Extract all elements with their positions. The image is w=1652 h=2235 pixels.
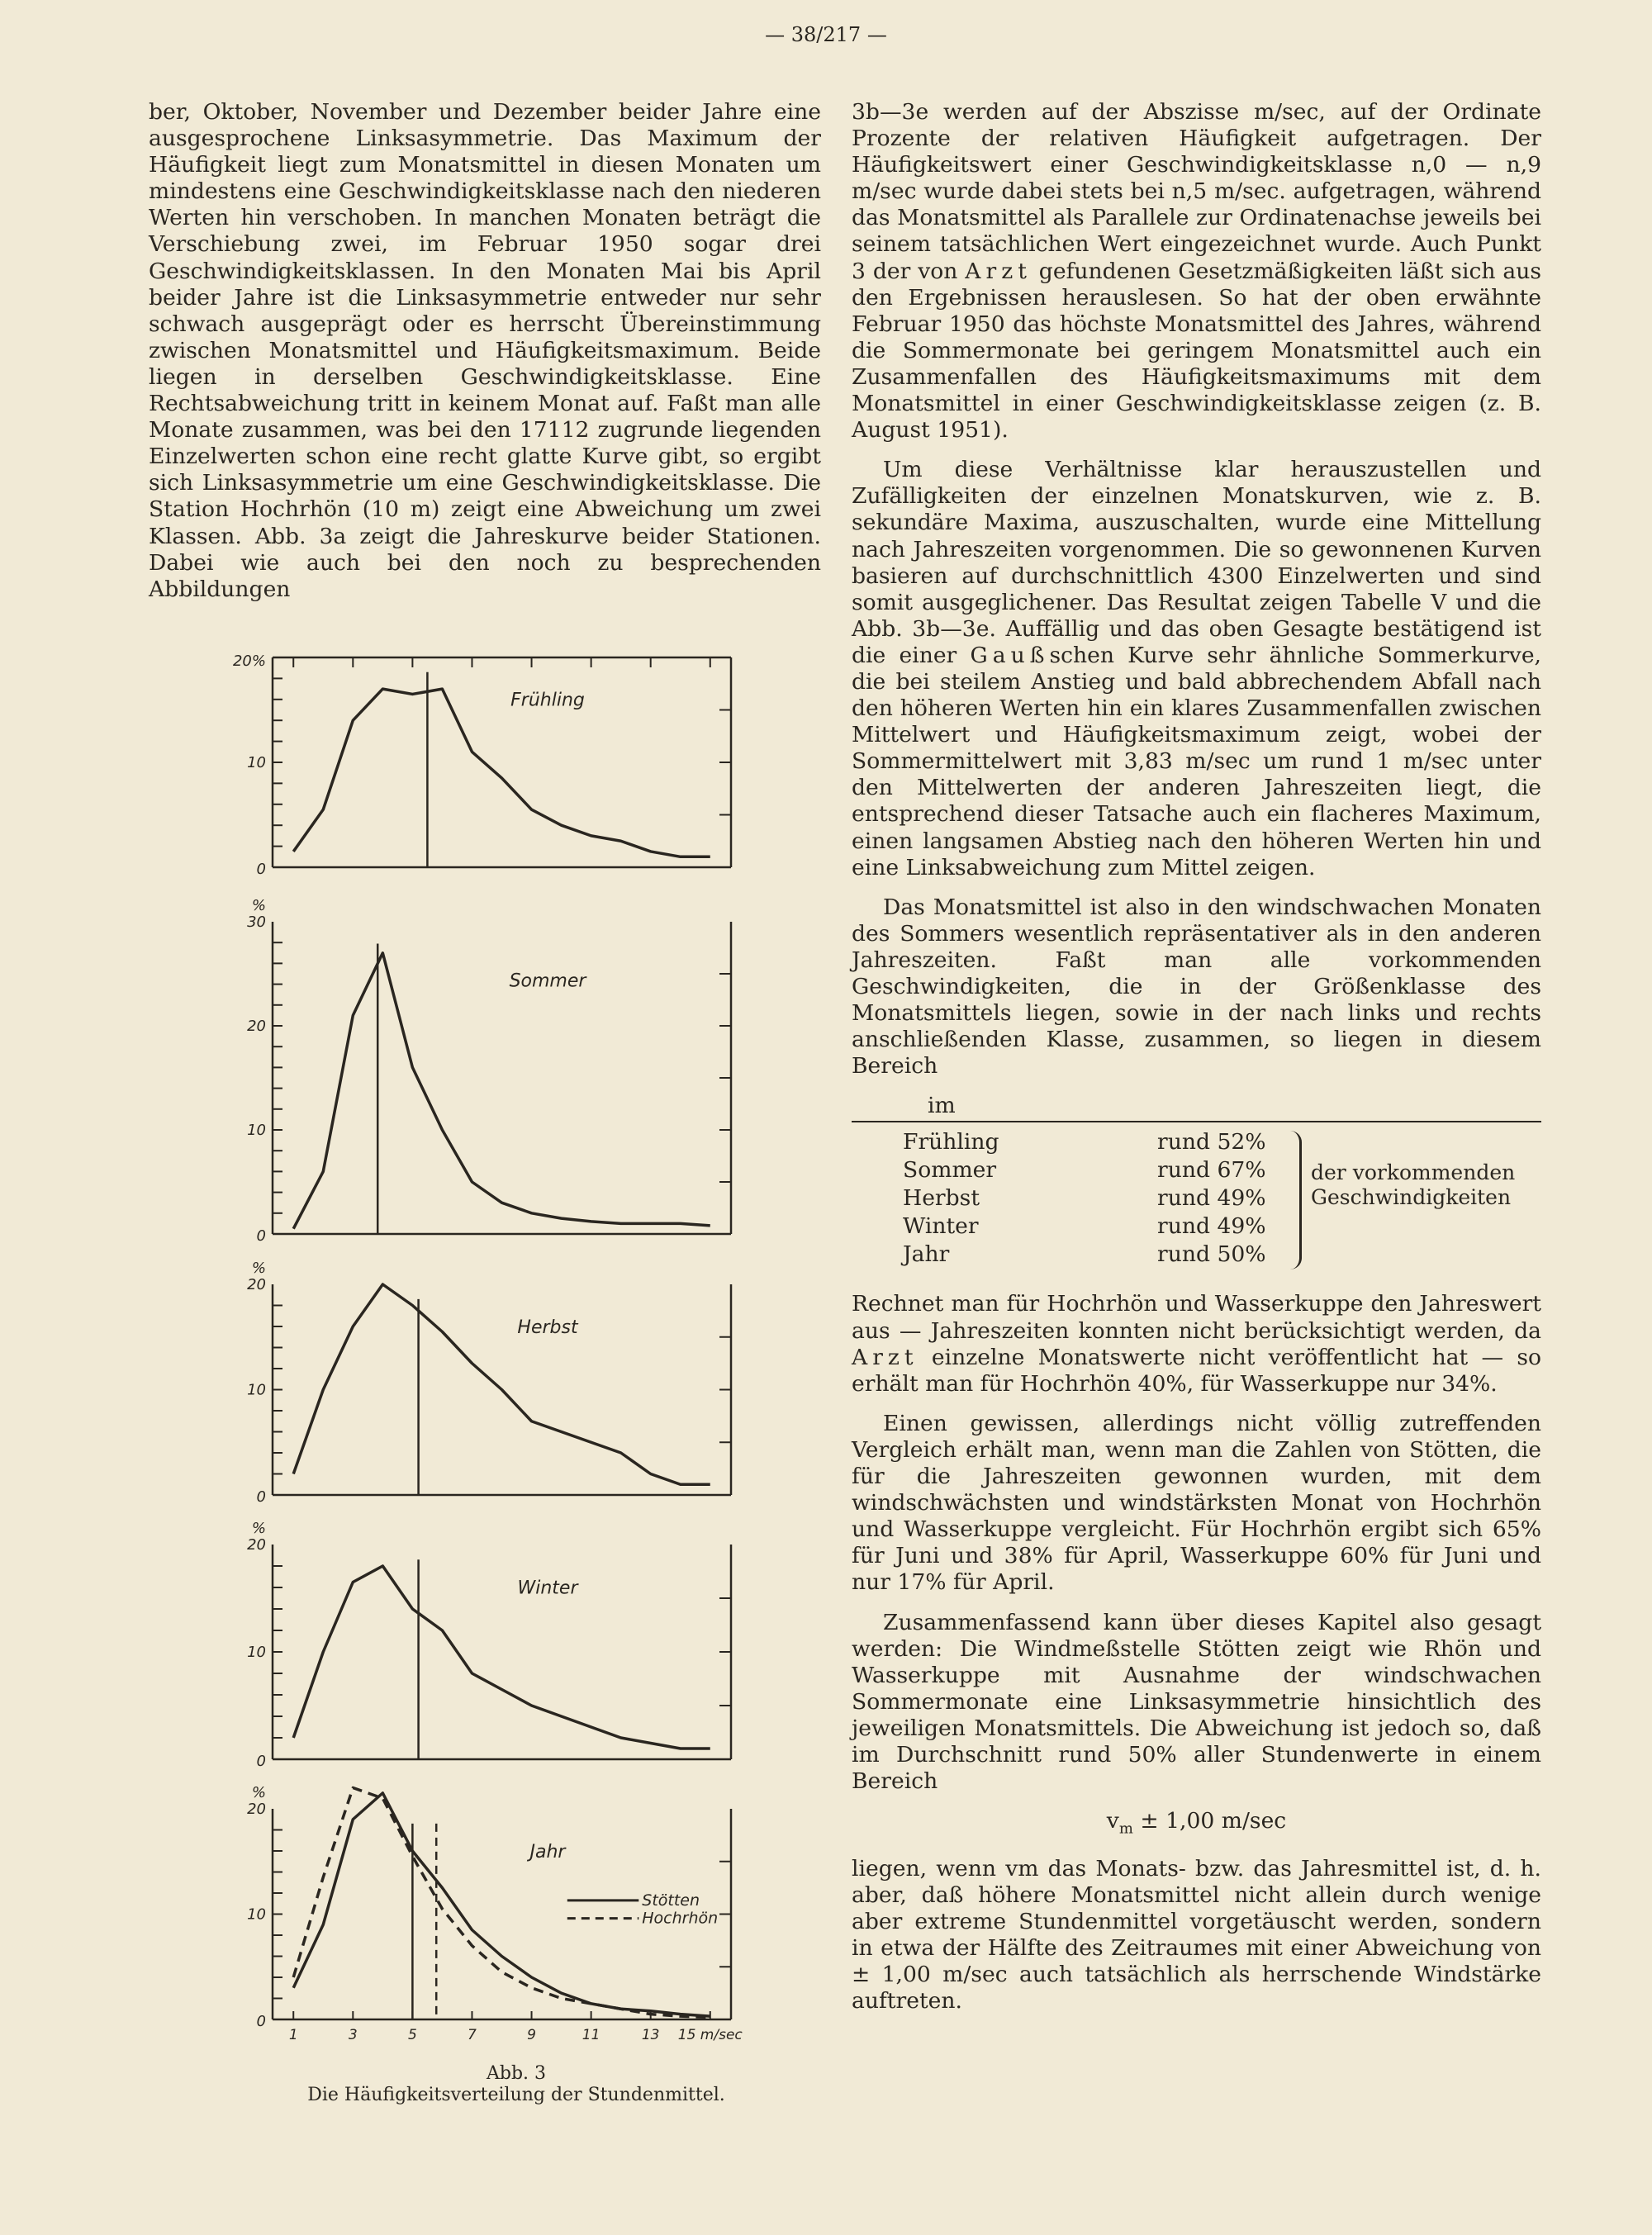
chart-title: Frühling — [510, 690, 585, 711]
x-tick-label: 9 — [527, 2027, 536, 2043]
right-paragraph-3: Das Monatsmittel ist also in den windschwachen Monaten des Sommers wesentlich repräsentativer als in den anderen Jahreszeiten. Faßt man alle vorkommenden Geschwindigkeiten, die in der Größenklasse des Monatsmittels liegen, sowie in der nach links und rechts anschließenden Klasse, zusammen, so liegen in diesem Bereich — [852, 894, 1541, 1080]
x-tick-label: 13 — [641, 2027, 660, 2043]
x-tick-label: 11 — [582, 2027, 601, 2043]
table-row — [903, 1241, 1316, 1271]
x-tick-label: 7 — [468, 2027, 477, 2043]
p4-part-a: Rechnet man für Hochrhön und Wasserkuppe den Jahreswert aus — Jahreszeiten konnten nicht berücksichtigt werden, da — [852, 1291, 1541, 1344]
formula-sub: m — [1118, 1820, 1133, 1838]
season-label: Sommer — [903, 1157, 997, 1184]
page-number: — 38/217 — — [765, 23, 887, 46]
formula — [852, 1808, 1541, 1842]
y-unit-label: % — [251, 1520, 266, 1537]
y-unit-label: % — [251, 1260, 266, 1277]
figure-caption-number: Abb. 3 — [486, 2063, 547, 2084]
y-tick-label: 0 — [256, 861, 266, 878]
season-value: rund 67% — [1157, 1157, 1266, 1184]
season-label: Frühling — [903, 1129, 999, 1155]
bracket-label-line-2: Geschwindigkeiten — [1311, 1185, 1512, 1210]
p2-part-b: schen Kurve sehr ähnliche Sommerkurve, die bei steilem Anstieg und bald abbrechendem Abfall nach den höheren Werten hin ein klares Zusammenfallen zwischen Mittelwert und Häufigkeitsmaximum zeigt, wobei der Sommermittelwert mit 3,83 m/sec um rund 1 m/sec unter den Mittelwerten der anderen Jahreszeiten liegt, die entsprechend dieser Tatsache auch ein flacheres Maximum, einen langsamen Abstieg nach den höheren Werten hin und eine Linksabweichung zum Mittel zeigen. — [852, 642, 1542, 880]
right-paragraph-7: liegen, wenn vm das Monats- bzw. das Jahresmittel ist, d. h. aber, daß höhere Monatsmittel nicht allein durch wenige aber extreme Stundenmittel vorgetäuscht werden, sondern in etwa der Hälfte des Zeitraumes mit einer Abweichung von ± 1,00 m/sec auch tatsächlich als herrschende Windstärke auftreten. — [852, 1855, 1541, 2014]
table-header: im — [852, 1093, 1541, 1122]
p1-part-b: gefundenen Gesetzmäßigkeiten läßt sich aus den Ergebnissen herauslesen. So hat der oben erwähnte Februar 1950 das höchste Monatsmittel des Jahres, während die Sommermonate bei geringem Monatsmittel auch ein Zusammenfallen des Häufigkeitsmaximums mit dem Monatsmittel in einer Geschwindigkeitsklasse zeigen (z. B. August 1951). — [852, 258, 1541, 444]
right-column — [852, 99, 1541, 2028]
table-row — [903, 1157, 1316, 1187]
x-tick-label: 15 m/sec — [677, 2027, 743, 2043]
bracket-label — [1311, 1160, 1559, 1210]
season-value: rund 49% — [1157, 1213, 1266, 1240]
y-tick-label: 10 — [247, 1644, 266, 1661]
season-value: rund 50% — [1157, 1241, 1266, 1268]
right-paragraph-1 — [852, 99, 1541, 444]
y-tick-label: 10 — [247, 1381, 266, 1399]
y-unit-label: % — [251, 897, 266, 914]
left-paragraph-1: ber, Oktober, November und Dezember beider Jahre eine ausgesprochene Linksasymmetrie. Das Maximum der Häufigkeit liegt zum Monatsmittel in diesen Monaten um mindestens eine Geschwindigkeitsklasse nach den niederen Werten hin verschoben. In manchen Monaten beträgt die Verschiebung zwei, im Februar 1950 sogar drei Geschwindigkeitsklassen. In den Monaten Mai bis April beider Jahre ist die Linksasymmetrie entweder nur sehr schwach ausgeprägt oder es herrscht Übereinstimmung zwischen Monatsmittel und Häufigkeitsmaximum. Beide liegen in derselben Geschwindigkeitsklasse. Eine Rechtsabweichung tritt in keinem Monat auf. Faßt man alle Monate zusammen, was bei den 17112 zugrunde liegenden Einzelwerten schon eine recht glatte Kurve gibt, so ergibt sich Linksasymmetrie um eine Geschwindigkeitsklasse. Die Station Hochrhön (10 m) zeigt eine Abweichung um zwei Klassen. Abb. 3a zeigt die Jahreskurve beider Stationen. Dabei wie auch bei den noch zu besprechenden Abbildungen — [149, 99, 821, 602]
y-tick-label: 20% — [232, 652, 266, 670]
figure-caption-text: Die Häufigkeitsverteilung der Stundenmittel. — [307, 2085, 725, 2105]
table-body — [852, 1127, 1541, 1276]
right-paragraph-4 — [852, 1291, 1541, 1397]
y-tick-label: 0 — [256, 1227, 266, 1245]
chart-title: Herbst — [517, 1317, 578, 1338]
season-value: rund 52% — [1157, 1129, 1266, 1155]
y-tick-label: 0 — [256, 1488, 266, 1506]
curly-bracket — [1288, 1131, 1302, 1269]
season-label: Winter — [903, 1213, 979, 1240]
y-tick-label: 10 — [247, 1905, 266, 1924]
left-column — [149, 99, 821, 616]
right-paragraph-5: Einen gewissen, allerdings nicht völlig zutreffenden Vergleich erhält man, wenn man die Zahlen von Stötten, die für die Jahreszeiten gewonnen wurden, mit dem windschwächsten und windstärksten Monat von Hochrhön und Wasserkuppe vergleicht. Für Hochrhön ergibt sich 65% für Juni und 38% für April, Wasserkuppe 60% für Juni und nur 17% für April. — [852, 1410, 1541, 1596]
author-name-arzt-2: Arzt — [852, 1344, 919, 1370]
y-tick-label: 10 — [247, 754, 266, 771]
right-paragraph-2 — [852, 457, 1541, 881]
y-tick-label: 20 — [247, 1536, 266, 1554]
figure-abb-3 — [231, 644, 760, 2090]
chart-title: Sommer — [509, 970, 586, 992]
figure-svg — [231, 644, 760, 2090]
p4-part-b: einzelne Monatswerte nicht veröffentlicht hat — so erhält man für Hochrhön 40%, für Wasserkuppe nur 34%. — [852, 1344, 1541, 1397]
season-label: Herbst — [903, 1185, 980, 1212]
bracket-label-line-1: der vorkommenden — [1311, 1160, 1516, 1185]
table-row — [903, 1185, 1316, 1215]
y-tick-label: 20 — [247, 1276, 266, 1293]
legend-label-stoetten: Stötten — [642, 1891, 700, 1910]
p1-part-a: 3b—3e werden auf der Abszisse m/sec, auf der Ordinate Prozente der relativen Häufigkeit aufgetragen. Der Häufigkeitswert einer Geschwindigkeitsklasse n,0 — n,9 m/sec wurde dabei stets bei n,5 m/sec. aufgetragen, während das Monatsmittel als Parallele zur Ordinatenachse jeweils bei seinem tatsächlichen Wert eingezeichnet wurde. Auch Punkt 3 der von — [852, 99, 1541, 284]
series-line-stoetten — [293, 1284, 710, 1484]
series-line-stoetten — [293, 689, 710, 857]
right-paragraph-6: Zusammenfassend kann über dieses Kapitel also gesagt werden: Die Windmeßstelle Stötten zeigt wie Rhön und Wasserkuppe mit Ausnahme der windschwachen Sommermonate eine Linksasymmetrie hinsichtlich des jeweiligen Monatsmittels. Die Abweichung ist jedoch so, daß im Durchschnitt rund 50% aller Stundenwerte in einem Bereich — [852, 1609, 1541, 1795]
y-tick-label: 20 — [247, 1018, 266, 1035]
season-value: rund 49% — [1157, 1185, 1266, 1212]
chart-title: Jahr — [529, 1841, 566, 1862]
season-table — [852, 1093, 1541, 1276]
season-label: Jahr — [903, 1241, 950, 1268]
series-line-stoetten — [293, 1566, 710, 1749]
table-row — [903, 1129, 1316, 1159]
y-tick-label: 0 — [256, 1753, 266, 1770]
chart-title: Winter — [517, 1578, 578, 1599]
table-row — [903, 1213, 1316, 1243]
x-tick-label: 1 — [288, 2027, 298, 2043]
y-tick-label: 0 — [256, 2013, 266, 2030]
author-name-arzt: Arzt — [965, 258, 1032, 284]
y-tick-label: 20 — [247, 1801, 266, 1818]
y-tick-label: 10 — [247, 1122, 266, 1139]
series-line-stoetten — [293, 953, 710, 1229]
formula-v: v — [1106, 1808, 1119, 1834]
x-tick-label: 3 — [348, 2027, 358, 2043]
author-name-gauss: Gauß — [970, 642, 1050, 668]
y-unit-label: % — [251, 1784, 266, 1801]
y-tick-label: 30 — [247, 913, 266, 931]
x-tick-label: 5 — [407, 2027, 417, 2043]
formula-rest: ± 1,00 m/sec — [1132, 1808, 1287, 1834]
p2-part-a: Um diese Verhältnisse klar herauszustellen und Zufälligkeiten der einzelnen Monatskurven, wie z. B. sekundäre Maxima, auszuschalten, wurde eine Mittellung nach Jahreszeiten vorgenommen. Die so gewonnenen Kurven basieren auf durchschnittlich 4300 Einzelwerten und sind somit ausgeglichener. Das Resultat zeigen Tabelle V und die Abb. 3b—3e. Auffällig und das oben Gesagte bestätigend ist die einer — [852, 457, 1541, 668]
legend-label-hochrhoen: Hochrhön — [642, 1909, 719, 1928]
